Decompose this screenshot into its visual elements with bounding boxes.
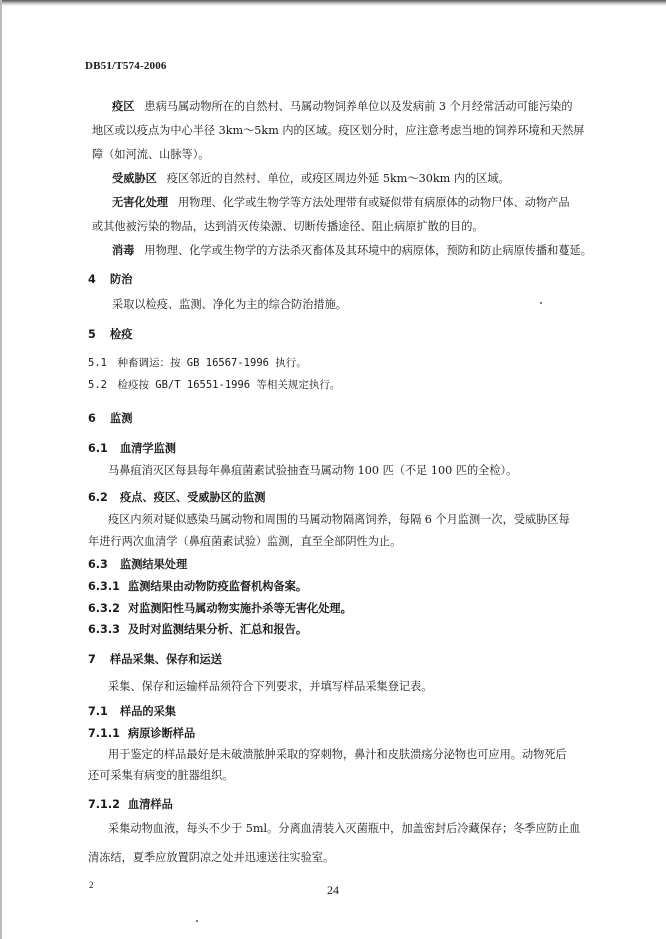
document-code: DB51/T574-2006 <box>85 60 167 72</box>
section-4-heading: 4 防治 <box>88 273 133 286</box>
page-mark: 2 <box>89 880 94 890</box>
section-7-heading: 7 样品采集、保存和运送 <box>88 653 222 666</box>
paragraph-line: 障（如河流、山脉等）。 <box>92 148 210 161</box>
term-epidemic-area <box>112 100 573 114</box>
section-5-2: 5.2 检疫按 GB/T 16551-1996 等相关规定执行。 <box>88 379 341 391</box>
term-harmless-treatment <box>112 196 570 210</box>
term-label: 疫区 <box>112 100 135 113</box>
scan-speck <box>540 302 542 304</box>
section-6-heading: 6 监测 <box>88 412 133 425</box>
section-7-text: 采集、保存和运输样品须符合下列要求，并填写样品采集登记表。 <box>108 680 433 693</box>
term-text: 用物理、化学或生物学的方法杀灭畜体及其环境中的病原体，预防和防止病原传播和蔓延。 <box>144 244 592 257</box>
term-label: 消毒 <box>112 244 135 257</box>
page-number: 24 <box>327 883 339 897</box>
section-6-3-2-heading: 6.3.2 对监测阳性马属动物实施扑杀等无害化处理。 <box>88 602 352 615</box>
scan-speck <box>196 920 198 922</box>
section-6-2-heading: 6.2 疫点、疫区、受威胁区的监测 <box>88 491 266 504</box>
scan-edge-top <box>0 0 666 6</box>
term-label: 受威胁区 <box>112 172 157 185</box>
section-6-3-heading: 6.3 监测结果处理 <box>88 558 188 571</box>
term-label: 无害化处理 <box>112 196 168 209</box>
section-5-heading: 5 检疫 <box>88 328 133 341</box>
paragraph-line: 疫区内须对疑似感染马属动物和周围的马属动物隔离饲养，每隔 6 个月监测一次，受威胁区每 <box>108 513 570 526</box>
paragraph-line: 年进行两次血清学（鼻疽菌素试验）监测，直至全部阴性为止。 <box>88 535 402 548</box>
term-text: 用物理、化学或生物学等方法处理带有或疑似带有病原体的动物尸体、动物产品 <box>177 196 570 209</box>
term-text: 患病马属动物所在的自然村、马属动物饲养单位以及发病前 3 个月经常活动可能污染的 <box>144 100 573 113</box>
section-4-text: 采取以检疫、监测、净化为主的综合防治措施。 <box>112 298 347 311</box>
paragraph-line: 清冻结，夏季应放置阴凉之处并迅速送往实验室。 <box>88 851 335 864</box>
section-7-1-heading: 7.1 样品的采集 <box>88 705 176 718</box>
section-5-1: 5.1 种畜调运：按 GB 16567-1996 执行。 <box>88 357 307 369</box>
section-6-1-text: 马鼻疽消灭区每县每年鼻疽菌素试验抽查马属动物 100 匹（不足 100 匹的全检）。 <box>108 464 518 477</box>
section-6-1-heading: 6.1 血清学监测 <box>88 442 176 455</box>
paragraph-line: 还可采集有病变的脏器组织。 <box>88 769 234 782</box>
section-6-3-1-heading: 6.3.1 监测结果由动物防疫监督机构备案。 <box>88 580 308 593</box>
scan-edge-left <box>0 0 2 939</box>
section-6-3-3-heading: 6.3.3 及时对监测结果分析、汇总和报告。 <box>88 623 308 636</box>
paragraph-line: 地区或以疫点为中心半径 3km～5km 内的区域。疫区划分时，应注意考虑当地的饲养环境和天然屏 <box>92 124 585 137</box>
paragraph-line: 采集动物血液，每头不少于 5ml。分离血清装入灭菌瓶中，加盖密封后冷藏保存；冬季应防止血 <box>108 822 581 835</box>
term-threatened-area <box>112 172 510 186</box>
term-text: 疫区邻近的自然村、单位，或疫区周边外延 5km～30km 内的区域。 <box>166 172 510 185</box>
paragraph-line: 用于鉴定的样品最好是未破溃脓肿采取的穿刺物，鼻汁和皮肤溃疡分泌物也可应用。动物死后 <box>108 748 567 761</box>
section-7-1-2-heading: 7.1.2 血清样品 <box>88 798 173 811</box>
section-7-1-1-heading: 7.1.1 病原诊断样品 <box>88 727 196 740</box>
term-disinfection <box>112 244 592 258</box>
paragraph-line: 或其他被污染的物品，达到消灭传染源、切断传播途径、阻止病原扩散的目的。 <box>92 220 484 233</box>
